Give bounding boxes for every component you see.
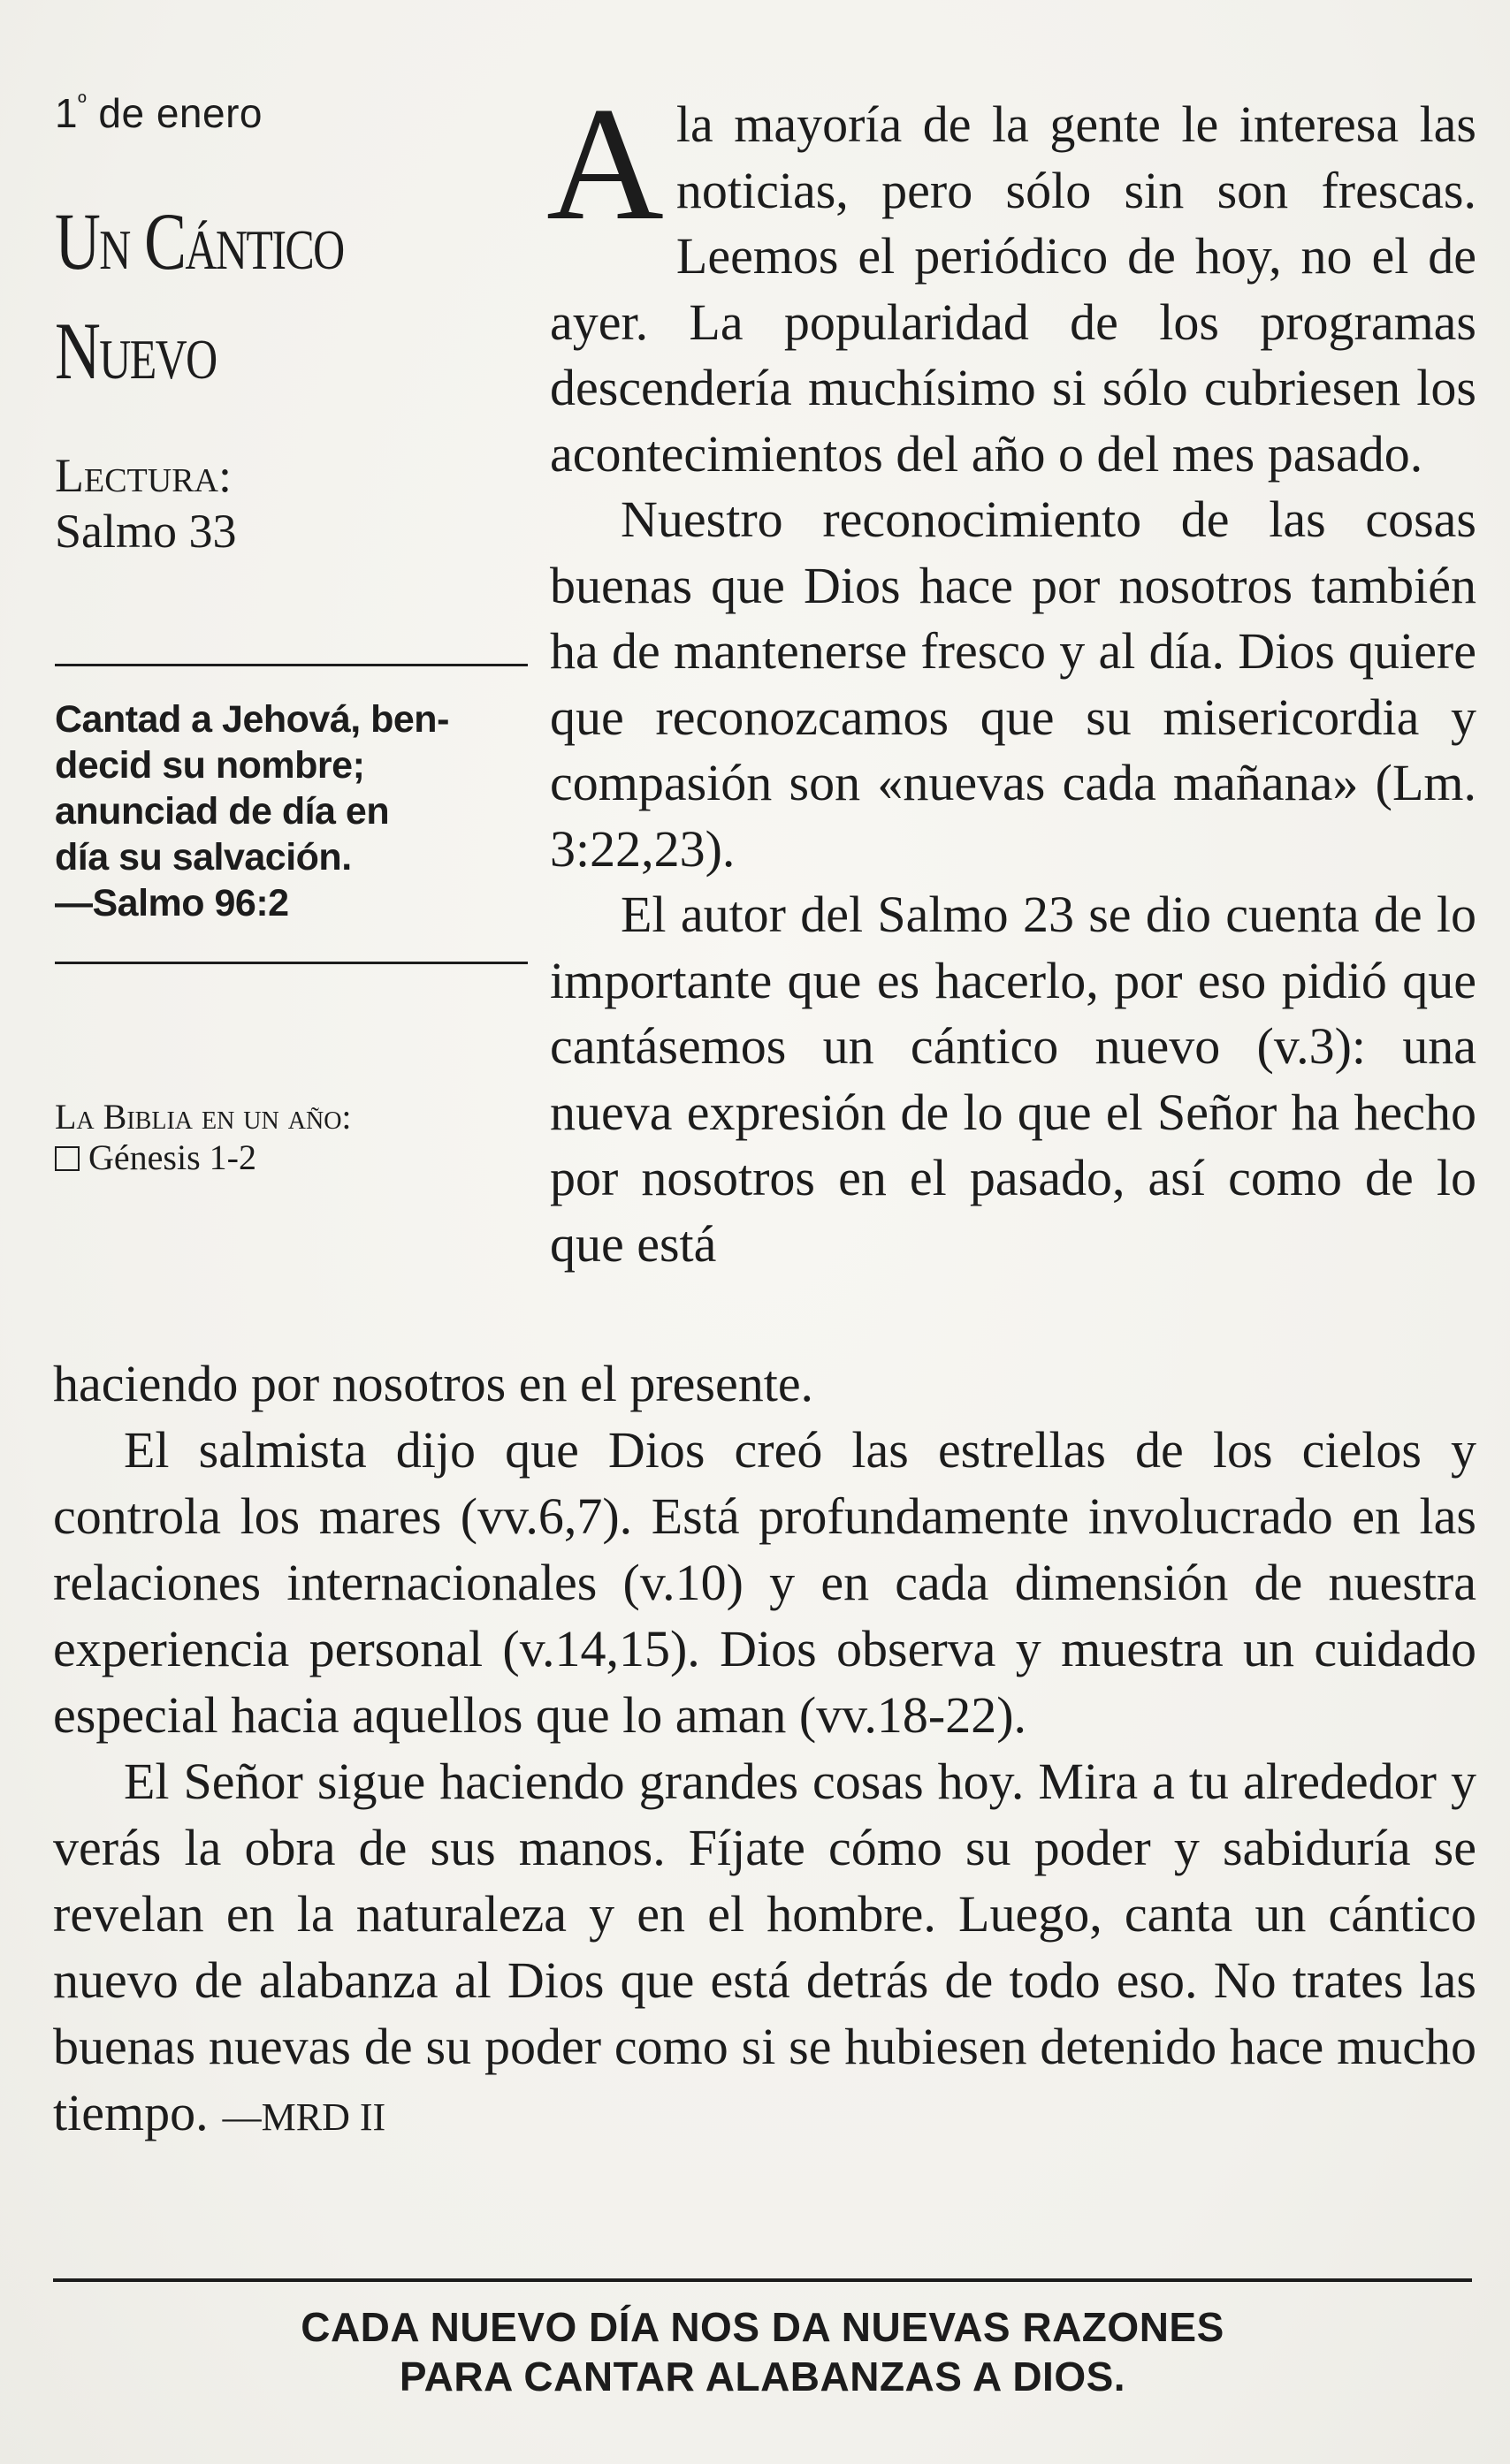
thought-divider [53, 2278, 1472, 2282]
paragraph-2: Nuestro reconocimiento de las cosas buenas que Dios hace por nosotros también ha de mantenerse fresco y al día. Dios quiere que reconozcamos que su misericordia y compasión son «nuevas cada mañana» (Lm. 3:22,23). [550, 491, 1476, 878]
title-line-1: Un Cántico [55, 196, 344, 286]
date-month: de enero [87, 90, 263, 136]
verse-line: Cantad a Jehová, ben- [55, 698, 449, 741]
page-title [55, 186, 538, 406]
reading-label: Lectura: [55, 449, 232, 502]
paragraph-5-text: El Señor sigue haciendo grandes cosas hoy. Mira a tu alrededor y verás la obra de sus manos. Fíjate cómo su poder y sabiduría se revelan en la naturaleza y en el hombre. Luego, canta un cántico nuevo de alabanza al Dios que está detrás de todo eso. No trates las buenas nuevas de su poder como si se hubiesen detenido hace mucho tiempo. [53, 1753, 1476, 2141]
verse-line: decid su nombre; [55, 744, 365, 787]
author-signature: —MRD II [222, 2095, 386, 2139]
verse-line: día su salvación. [55, 836, 352, 878]
paragraph-1 [546, 73, 1476, 487]
sidebar [55, 88, 532, 1178]
paragraph-3: El autor del Salmo 23 se dio cuenta de lo importante que es hacerlo, por eso pidió que cantásemos un cántico nuevo (v.3): una nueva expresión de lo que el Señor ha hecho por nosotros en el pasado, así como de lo que está [550, 886, 1476, 1273]
divider-top [55, 664, 528, 666]
date-ordinal: º [78, 88, 88, 115]
article-full-width [53, 1350, 1476, 2150]
paragraph-5 [53, 1748, 1476, 2150]
thought-line-2: PARA CANTAR ALABANZAS A DIOS. [399, 2354, 1126, 2399]
paragraph-4: El salmista dijo que Dios creó las estrellas de los cielos y controla los mares (vv.6,7). Está profundamente involucrado en las relaciones internacionales (v.10) y en cada dimensión de nuestra experiencia personal (v.14,15). Dios observa y muestra un cuidado especial hacia aquellos que lo aman (vv.18-22). [53, 1421, 1476, 1744]
date [55, 88, 532, 137]
bible-year-text: Génesis 1-2 [88, 1137, 256, 1177]
key-verse [55, 696, 550, 926]
checkbox-icon[interactable] [55, 1146, 80, 1171]
reading-text: Salmo 33 [55, 505, 237, 558]
article-column [546, 73, 1476, 1277]
paragraph-3-continued: haciendo por nosotros en el presente. [53, 1355, 814, 1412]
title-line-2: Nuevo [55, 306, 217, 396]
verse-line: anunciad de día en [55, 790, 390, 833]
verse-reference: —Salmo 96:2 [55, 882, 289, 924]
bible-year-label: La Biblia en un año: [55, 1097, 352, 1137]
thought-line-1: CADA NUEVO DÍA NOS DA NUEVAS RAZONES [301, 2304, 1224, 2350]
thought-for-the-day [53, 2302, 1472, 2401]
bible-year-item [55, 1137, 532, 1178]
date-day: 1 [55, 90, 79, 136]
drop-cap: A [546, 73, 664, 254]
divider-bottom [55, 962, 528, 964]
paragraph-1-text: la mayoría de la gente le interesa las noticias, pero sólo sin son frescas. Leemos el periódico de hoy, no el de ayer. La popularidad de los programas descendería muchísimo si sólo cubriesen los acontecimientos del año o del mes pasado. [550, 95, 1476, 483]
